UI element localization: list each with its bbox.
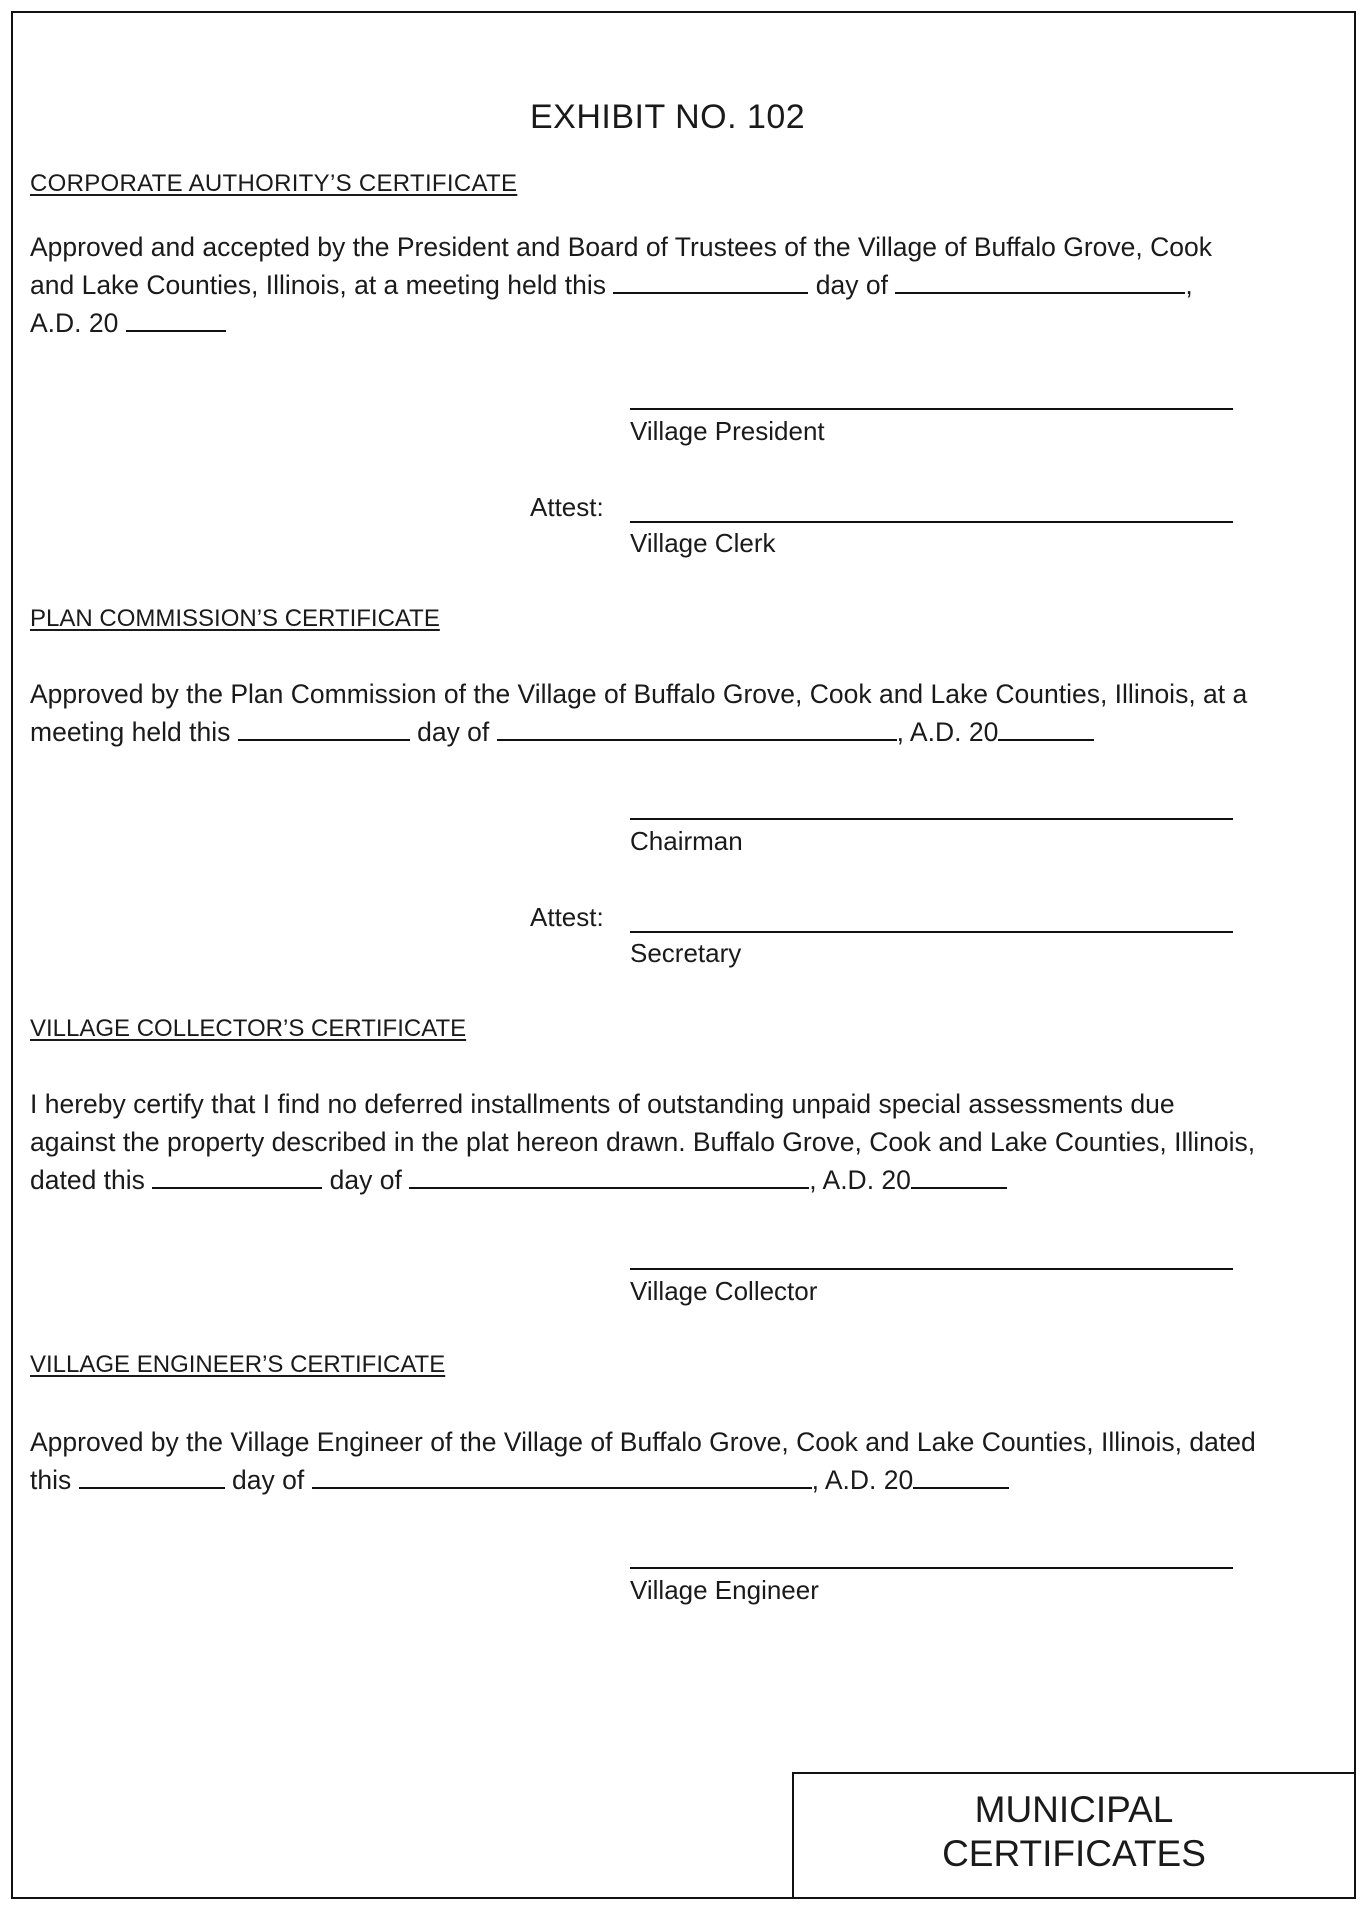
plan-line-2-text-a: meeting held this (30, 717, 231, 747)
title-block-line-2: CERTIFICATES (942, 1833, 1206, 1874)
village-engineer-signature-line[interactable] (630, 1567, 1233, 1569)
plan-line-2 (30, 713, 1094, 751)
collector-certificate-heading: VILLAGE COLLECTOR’S CERTIFICATE (30, 1015, 467, 1042)
village-clerk-signature-line[interactable] (630, 521, 1233, 523)
corporate-line-3 (30, 304, 226, 342)
title-block-line-1: MUNICIPAL (974, 1789, 1174, 1830)
corporate-year-blank[interactable] (126, 306, 226, 332)
title-block (792, 1772, 1356, 1899)
village-president-signature-line[interactable] (630, 408, 1233, 410)
collector-line-3-text-b: day of (329, 1165, 402, 1195)
corporate-month-blank[interactable] (895, 268, 1185, 294)
village-president-label: Village President (630, 416, 825, 446)
engineer-line-1: Approved by the Village Engineer of the Village of Buffalo Grove, Cook and Lake Counties, Illinois, dated (30, 1427, 1256, 1457)
engineer-line-2-text-b: day of (232, 1465, 305, 1495)
corporate-line-2-text-a: and Lake Counties, Illinois, at a meeting held this (30, 270, 606, 300)
plan-month-blank[interactable] (497, 715, 897, 741)
secretary-label: Secretary (630, 938, 742, 968)
village-collector-signature-line[interactable] (630, 1268, 1233, 1270)
village-collector-label: Village Collector (630, 1276, 818, 1306)
plan-line-1: Approved by the Plan Commission of the Village of Buffalo Grove, Cook and Lake Counties, Illinois, at a (30, 679, 1248, 709)
collector-month-blank[interactable] (409, 1163, 809, 1189)
plan-certificate-heading: PLAN COMMISSION’S CERTIFICATE (30, 605, 440, 632)
collector-line-3 (30, 1161, 1007, 1199)
corporate-line-2 (30, 266, 1193, 304)
chairman-signature-line[interactable] (630, 818, 1233, 820)
collector-year-blank[interactable] (911, 1163, 1007, 1189)
engineer-month-blank[interactable] (312, 1463, 812, 1489)
corporate-certificate-heading: CORPORATE AUTHORITY’S CERTIFICATE (30, 170, 518, 197)
village-clerk-label: Village Clerk (630, 528, 776, 558)
secretary-signature-line[interactable] (630, 931, 1233, 933)
engineer-certificate-heading: VILLAGE ENGINEER’S CERTIFICATE (30, 1351, 446, 1378)
corporate-year-prefix: A.D. 20 (30, 308, 119, 338)
corporate-line-1: Approved and accepted by the President and Board of Trustees of the Village of Buffalo Grove, Cook (30, 232, 1212, 262)
corporate-line-2-text-b: day of (815, 270, 888, 300)
collector-line-1: I hereby certify that I find no deferred installments of outstanding unpaid special assessments due (30, 1089, 1175, 1119)
collector-line-2: against the property described in the plat hereon drawn. Buffalo Grove, Cook and Lake Counties, Illinois, (30, 1127, 1256, 1157)
chairman-label: Chairman (630, 826, 743, 856)
engineer-line-2 (30, 1461, 1009, 1499)
corporate-attest-label: Attest: (530, 492, 604, 522)
engineer-line-2-text-c: , A.D. 20 (811, 1465, 914, 1495)
village-engineer-label: Village Engineer (630, 1575, 819, 1605)
plan-year-blank[interactable] (998, 715, 1094, 741)
plan-day-blank[interactable] (238, 715, 410, 741)
engineer-year-blank[interactable] (913, 1463, 1009, 1489)
engineer-line-2-text-a: this (30, 1465, 72, 1495)
plan-attest-label: Attest: (530, 902, 604, 932)
plan-line-2-text-c: , A.D. 20 (896, 717, 999, 747)
corporate-day-blank[interactable] (613, 268, 808, 294)
collector-day-blank[interactable] (152, 1163, 322, 1189)
engineer-day-blank[interactable] (79, 1463, 225, 1489)
plan-line-2-text-b: day of (417, 717, 490, 747)
corporate-line-2-text-c: , (1185, 270, 1193, 300)
collector-line-3-text-c: , A.D. 20 (809, 1165, 911, 1195)
collector-line-3-text-a: dated this (30, 1165, 145, 1195)
exhibit-title: EXHIBIT NO. 102 (530, 98, 806, 136)
